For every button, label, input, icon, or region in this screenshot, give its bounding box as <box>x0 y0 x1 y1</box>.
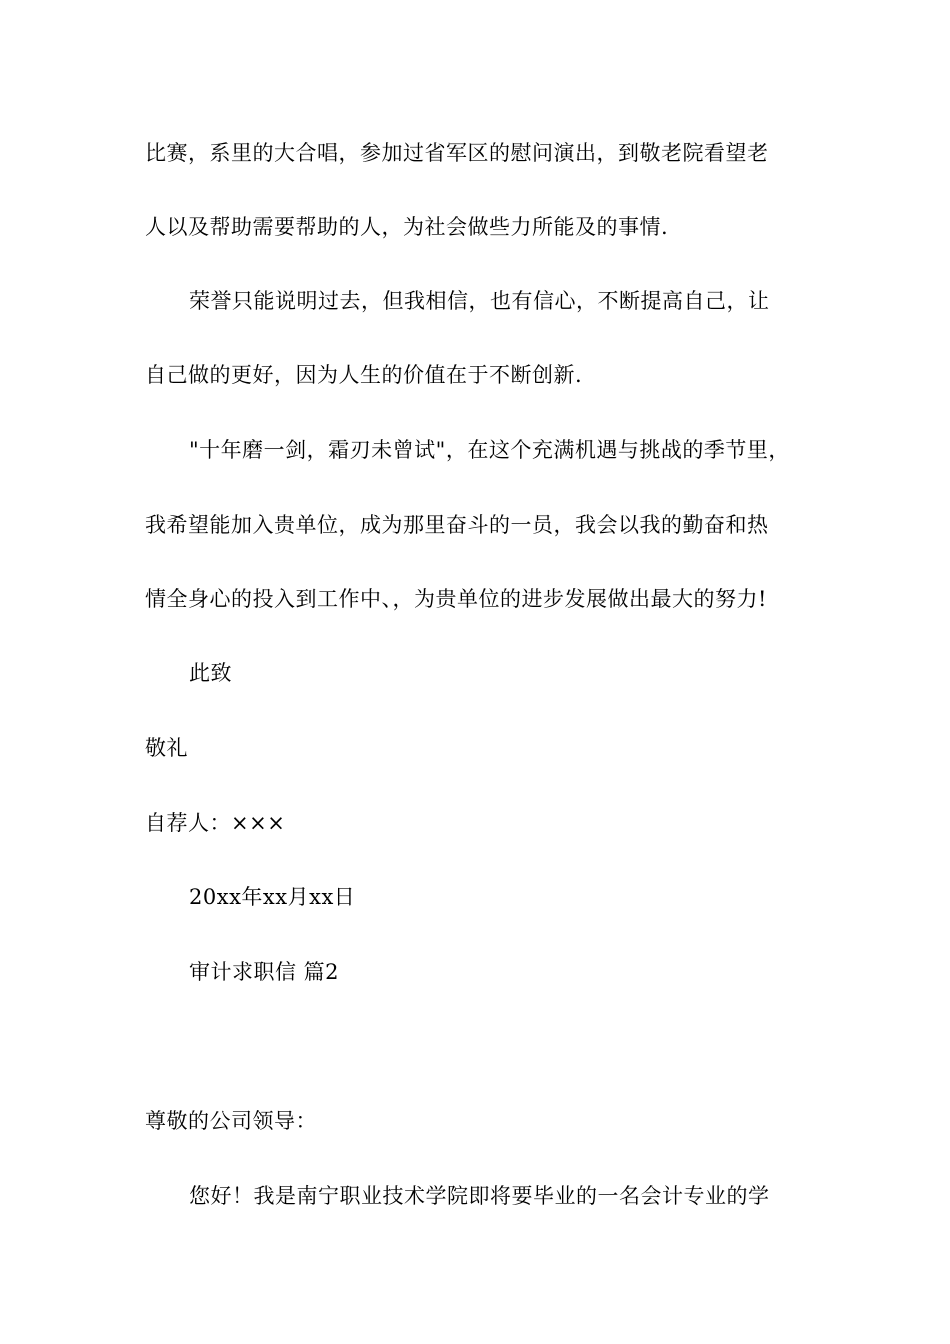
paragraph-line: "十年磨一剑，霜刃未曾试"，在这个充满机遇与挑战的季节里， <box>189 438 790 462</box>
paragraph-line: 比赛，系里的大合唱，参加过省军区的慰问演出，到敬老院看望老 <box>145 141 769 165</box>
salutation-line: 敬礼 <box>145 736 188 760</box>
date-line: 20xx年xx月xx日 <box>189 885 356 909</box>
greeting-line: 尊敬的公司领导： <box>145 1109 317 1133</box>
paragraph-line: 人以及帮助需要帮助的人，为社会做些力所能及的事情. <box>145 215 669 239</box>
paragraph-line: 情全身心的投入到工作中、，为贵单位的进步发展做出最大的努力! <box>145 587 767 611</box>
closing-line: 此致 <box>189 661 232 685</box>
paragraph-line: 我希望能加入贵单位，成为那里奋斗的一员，我会以我的勤奋和热 <box>145 513 769 537</box>
paragraph-line: 自己做的更好，因为人生的价值在于不断创新. <box>145 363 583 387</box>
section-heading: 审计求职信 篇2 <box>189 960 340 984</box>
paragraph-line: 荣誉只能说明过去，但我相信，也有信心，不断提高自己，让 <box>189 289 770 313</box>
signature-line: 自荐人：××× <box>145 811 286 835</box>
paragraph-line: 您好！我是南宁职业技术学院即将要毕业的一名会计专业的学 <box>189 1184 770 1208</box>
